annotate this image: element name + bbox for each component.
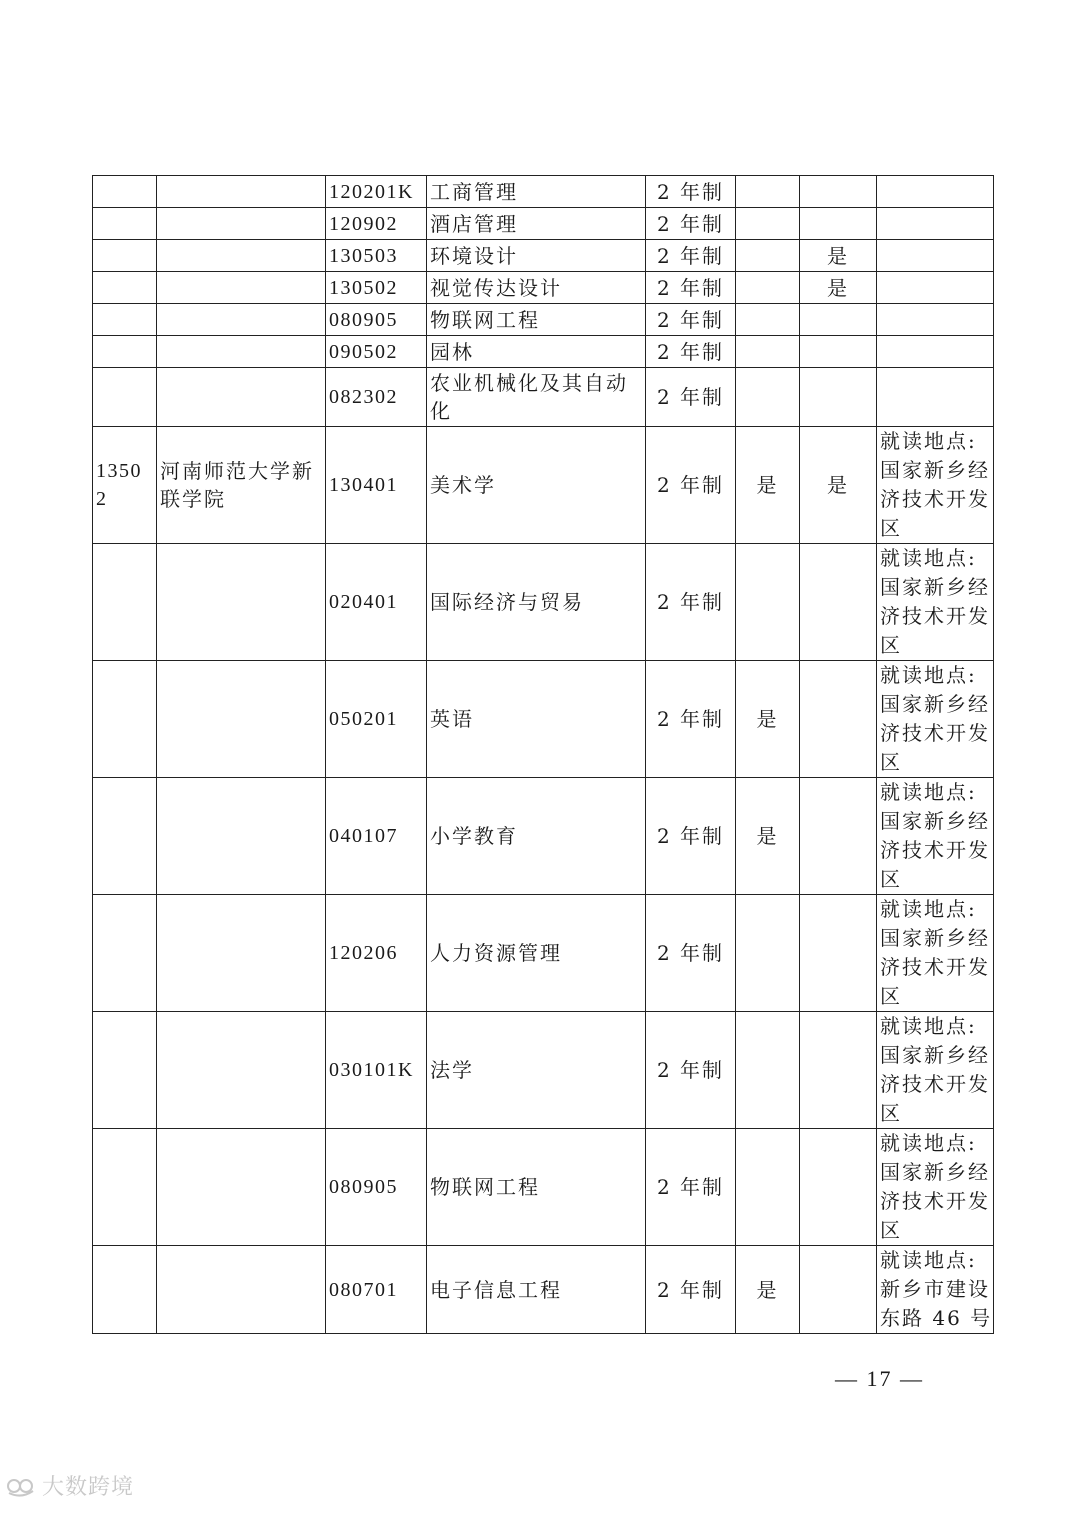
table-row — [93, 272, 994, 304]
table-row — [93, 544, 994, 661]
watermark-text: 大数跨境 — [42, 1475, 135, 1500]
school-name-cell — [157, 778, 326, 895]
school-name-cell — [157, 544, 326, 661]
major-name-cell: 工商管理 — [427, 176, 646, 208]
table-row — [93, 1129, 994, 1246]
major-code-cell: 030101K — [326, 1012, 427, 1129]
major-name-cell: 物联网工程 — [427, 1129, 646, 1246]
school-name-cell — [157, 240, 326, 272]
note-cell — [877, 240, 994, 272]
note-cell — [877, 208, 994, 240]
flag2-cell — [800, 176, 877, 208]
school-name-cell — [157, 1246, 326, 1334]
school-code-cell — [93, 304, 157, 336]
duration-cell: 2 年制 — [646, 427, 736, 544]
school-code-cell — [93, 272, 157, 304]
major-code-cell: 130503 — [326, 240, 427, 272]
flag2-cell: 是 — [800, 272, 877, 304]
table-row — [93, 176, 994, 208]
flag1-cell — [736, 304, 800, 336]
major-name-cell: 园林 — [427, 336, 646, 368]
watermark — [6, 1470, 134, 1501]
flag1-cell — [736, 336, 800, 368]
flag2-cell — [800, 1129, 877, 1246]
school-name-cell — [157, 272, 326, 304]
major-name-cell: 小学教育 — [427, 778, 646, 895]
page-number: — 17 — — [835, 1366, 924, 1391]
flag2-cell — [800, 368, 877, 427]
note-cell: 就读地点:国家新乡经济技术开发区 — [877, 661, 994, 778]
flag1-cell — [736, 240, 800, 272]
major-code-cell: 120902 — [326, 208, 427, 240]
school-code-cell — [93, 1012, 157, 1129]
school-name-cell: 河南师范大学新联学院 — [157, 427, 326, 544]
flag2-cell — [800, 336, 877, 368]
major-name-cell: 酒店管理 — [427, 208, 646, 240]
school-code-cell — [93, 336, 157, 368]
duration-cell: 2 年制 — [646, 176, 736, 208]
enrollment-table-container — [92, 175, 994, 1334]
school-name-cell — [157, 176, 326, 208]
major-name-cell: 农业机械化及其自动化 — [427, 368, 646, 427]
watermark-logo-icon — [6, 1475, 36, 1497]
major-code-cell: 082302 — [326, 368, 427, 427]
flag1-cell — [736, 1012, 800, 1129]
major-code-cell: 130502 — [326, 272, 427, 304]
note-cell — [877, 304, 994, 336]
flag1-cell — [736, 368, 800, 427]
table-row — [93, 240, 994, 272]
school-name-cell — [157, 336, 326, 368]
school-code-cell — [93, 1246, 157, 1334]
flag2-cell — [800, 544, 877, 661]
flag2-cell — [800, 304, 877, 336]
major-name-cell: 物联网工程 — [427, 304, 646, 336]
flag1-cell — [736, 895, 800, 1012]
duration-cell: 2 年制 — [646, 895, 736, 1012]
school-code-cell — [93, 240, 157, 272]
major-code-cell: 120206 — [326, 895, 427, 1012]
major-code-cell: 050201 — [326, 661, 427, 778]
table-row — [93, 661, 994, 778]
major-name-cell: 视觉传达设计 — [427, 272, 646, 304]
flag2-cell — [800, 661, 877, 778]
table-row — [93, 368, 994, 427]
flag2-cell — [800, 208, 877, 240]
major-code-cell: 020401 — [326, 544, 427, 661]
note-cell: 就读地点:新乡市建设东路 46 号 — [877, 1246, 994, 1334]
major-code-cell: 080905 — [326, 1129, 427, 1246]
flag2-cell: 是 — [800, 240, 877, 272]
flag2-cell — [800, 1012, 877, 1129]
major-name-cell: 人力资源管理 — [427, 895, 646, 1012]
duration-cell: 2 年制 — [646, 1129, 736, 1246]
table-row — [93, 336, 994, 368]
duration-cell: 2 年制 — [646, 1012, 736, 1129]
major-name-cell: 国际经济与贸易 — [427, 544, 646, 661]
duration-cell: 2 年制 — [646, 272, 736, 304]
note-cell: 就读地点:国家新乡经济技术开发区 — [877, 1129, 994, 1246]
major-name-cell: 法学 — [427, 1012, 646, 1129]
flag2-cell — [800, 1246, 877, 1334]
school-code-cell — [93, 544, 157, 661]
note-cell: 就读地点:国家新乡经济技术开发区 — [877, 544, 994, 661]
flag1-cell — [736, 176, 800, 208]
school-name-cell — [157, 1129, 326, 1246]
duration-cell: 2 年制 — [646, 661, 736, 778]
note-cell: 就读地点:国家新乡经济技术开发区 — [877, 895, 994, 1012]
flag1-cell — [736, 544, 800, 661]
flag1-cell: 是 — [736, 778, 800, 895]
major-name-cell: 英语 — [427, 661, 646, 778]
flag1-cell: 是 — [736, 661, 800, 778]
table-row — [93, 1246, 994, 1334]
school-code-cell — [93, 1129, 157, 1246]
school-name-cell — [157, 208, 326, 240]
school-code-cell — [93, 778, 157, 895]
flag2-cell — [800, 778, 877, 895]
school-name-cell — [157, 304, 326, 336]
note-cell — [877, 336, 994, 368]
table-row — [93, 427, 994, 544]
school-name-cell — [157, 1012, 326, 1129]
note-cell — [877, 272, 994, 304]
school-name-cell — [157, 661, 326, 778]
note-cell — [877, 176, 994, 208]
table-row — [93, 1012, 994, 1129]
duration-cell: 2 年制 — [646, 240, 736, 272]
flag1-cell — [736, 272, 800, 304]
duration-cell: 2 年制 — [646, 1246, 736, 1334]
major-name-cell: 电子信息工程 — [427, 1246, 646, 1334]
flag1-cell: 是 — [736, 1246, 800, 1334]
school-code-cell — [93, 661, 157, 778]
flag1-cell — [736, 1129, 800, 1246]
major-code-cell: 120201K — [326, 176, 427, 208]
flag2-cell — [800, 895, 877, 1012]
school-code-cell — [93, 895, 157, 1012]
major-code-cell: 080905 — [326, 304, 427, 336]
school-code-cell: 13502 — [93, 427, 157, 544]
note-cell — [877, 368, 994, 427]
duration-cell: 2 年制 — [646, 336, 736, 368]
table-row — [93, 895, 994, 1012]
duration-cell: 2 年制 — [646, 544, 736, 661]
table-row — [93, 208, 994, 240]
note-cell: 就读地点:国家新乡经济技术开发区 — [877, 1012, 994, 1129]
school-code-cell — [93, 208, 157, 240]
major-code-cell: 080701 — [326, 1246, 427, 1334]
flag1-cell — [736, 208, 800, 240]
duration-cell: 2 年制 — [646, 368, 736, 427]
major-code-cell: 040107 — [326, 778, 427, 895]
enrollment-table — [92, 175, 994, 1334]
note-cell: 就读地点:国家新乡经济技术开发区 — [877, 427, 994, 544]
major-code-cell: 130401 — [326, 427, 427, 544]
duration-cell: 2 年制 — [646, 208, 736, 240]
school-code-cell — [93, 176, 157, 208]
flag2-cell: 是 — [800, 427, 877, 544]
school-name-cell — [157, 368, 326, 427]
school-name-cell — [157, 895, 326, 1012]
major-name-cell: 美术学 — [427, 427, 646, 544]
flag1-cell: 是 — [736, 427, 800, 544]
duration-cell: 2 年制 — [646, 304, 736, 336]
table-row — [93, 778, 994, 895]
note-cell: 就读地点:国家新乡经济技术开发区 — [877, 778, 994, 895]
table-body — [93, 176, 994, 1334]
duration-cell: 2 年制 — [646, 778, 736, 895]
major-code-cell: 090502 — [326, 336, 427, 368]
major-name-cell: 环境设计 — [427, 240, 646, 272]
school-code-cell — [93, 368, 157, 427]
table-row — [93, 304, 994, 336]
